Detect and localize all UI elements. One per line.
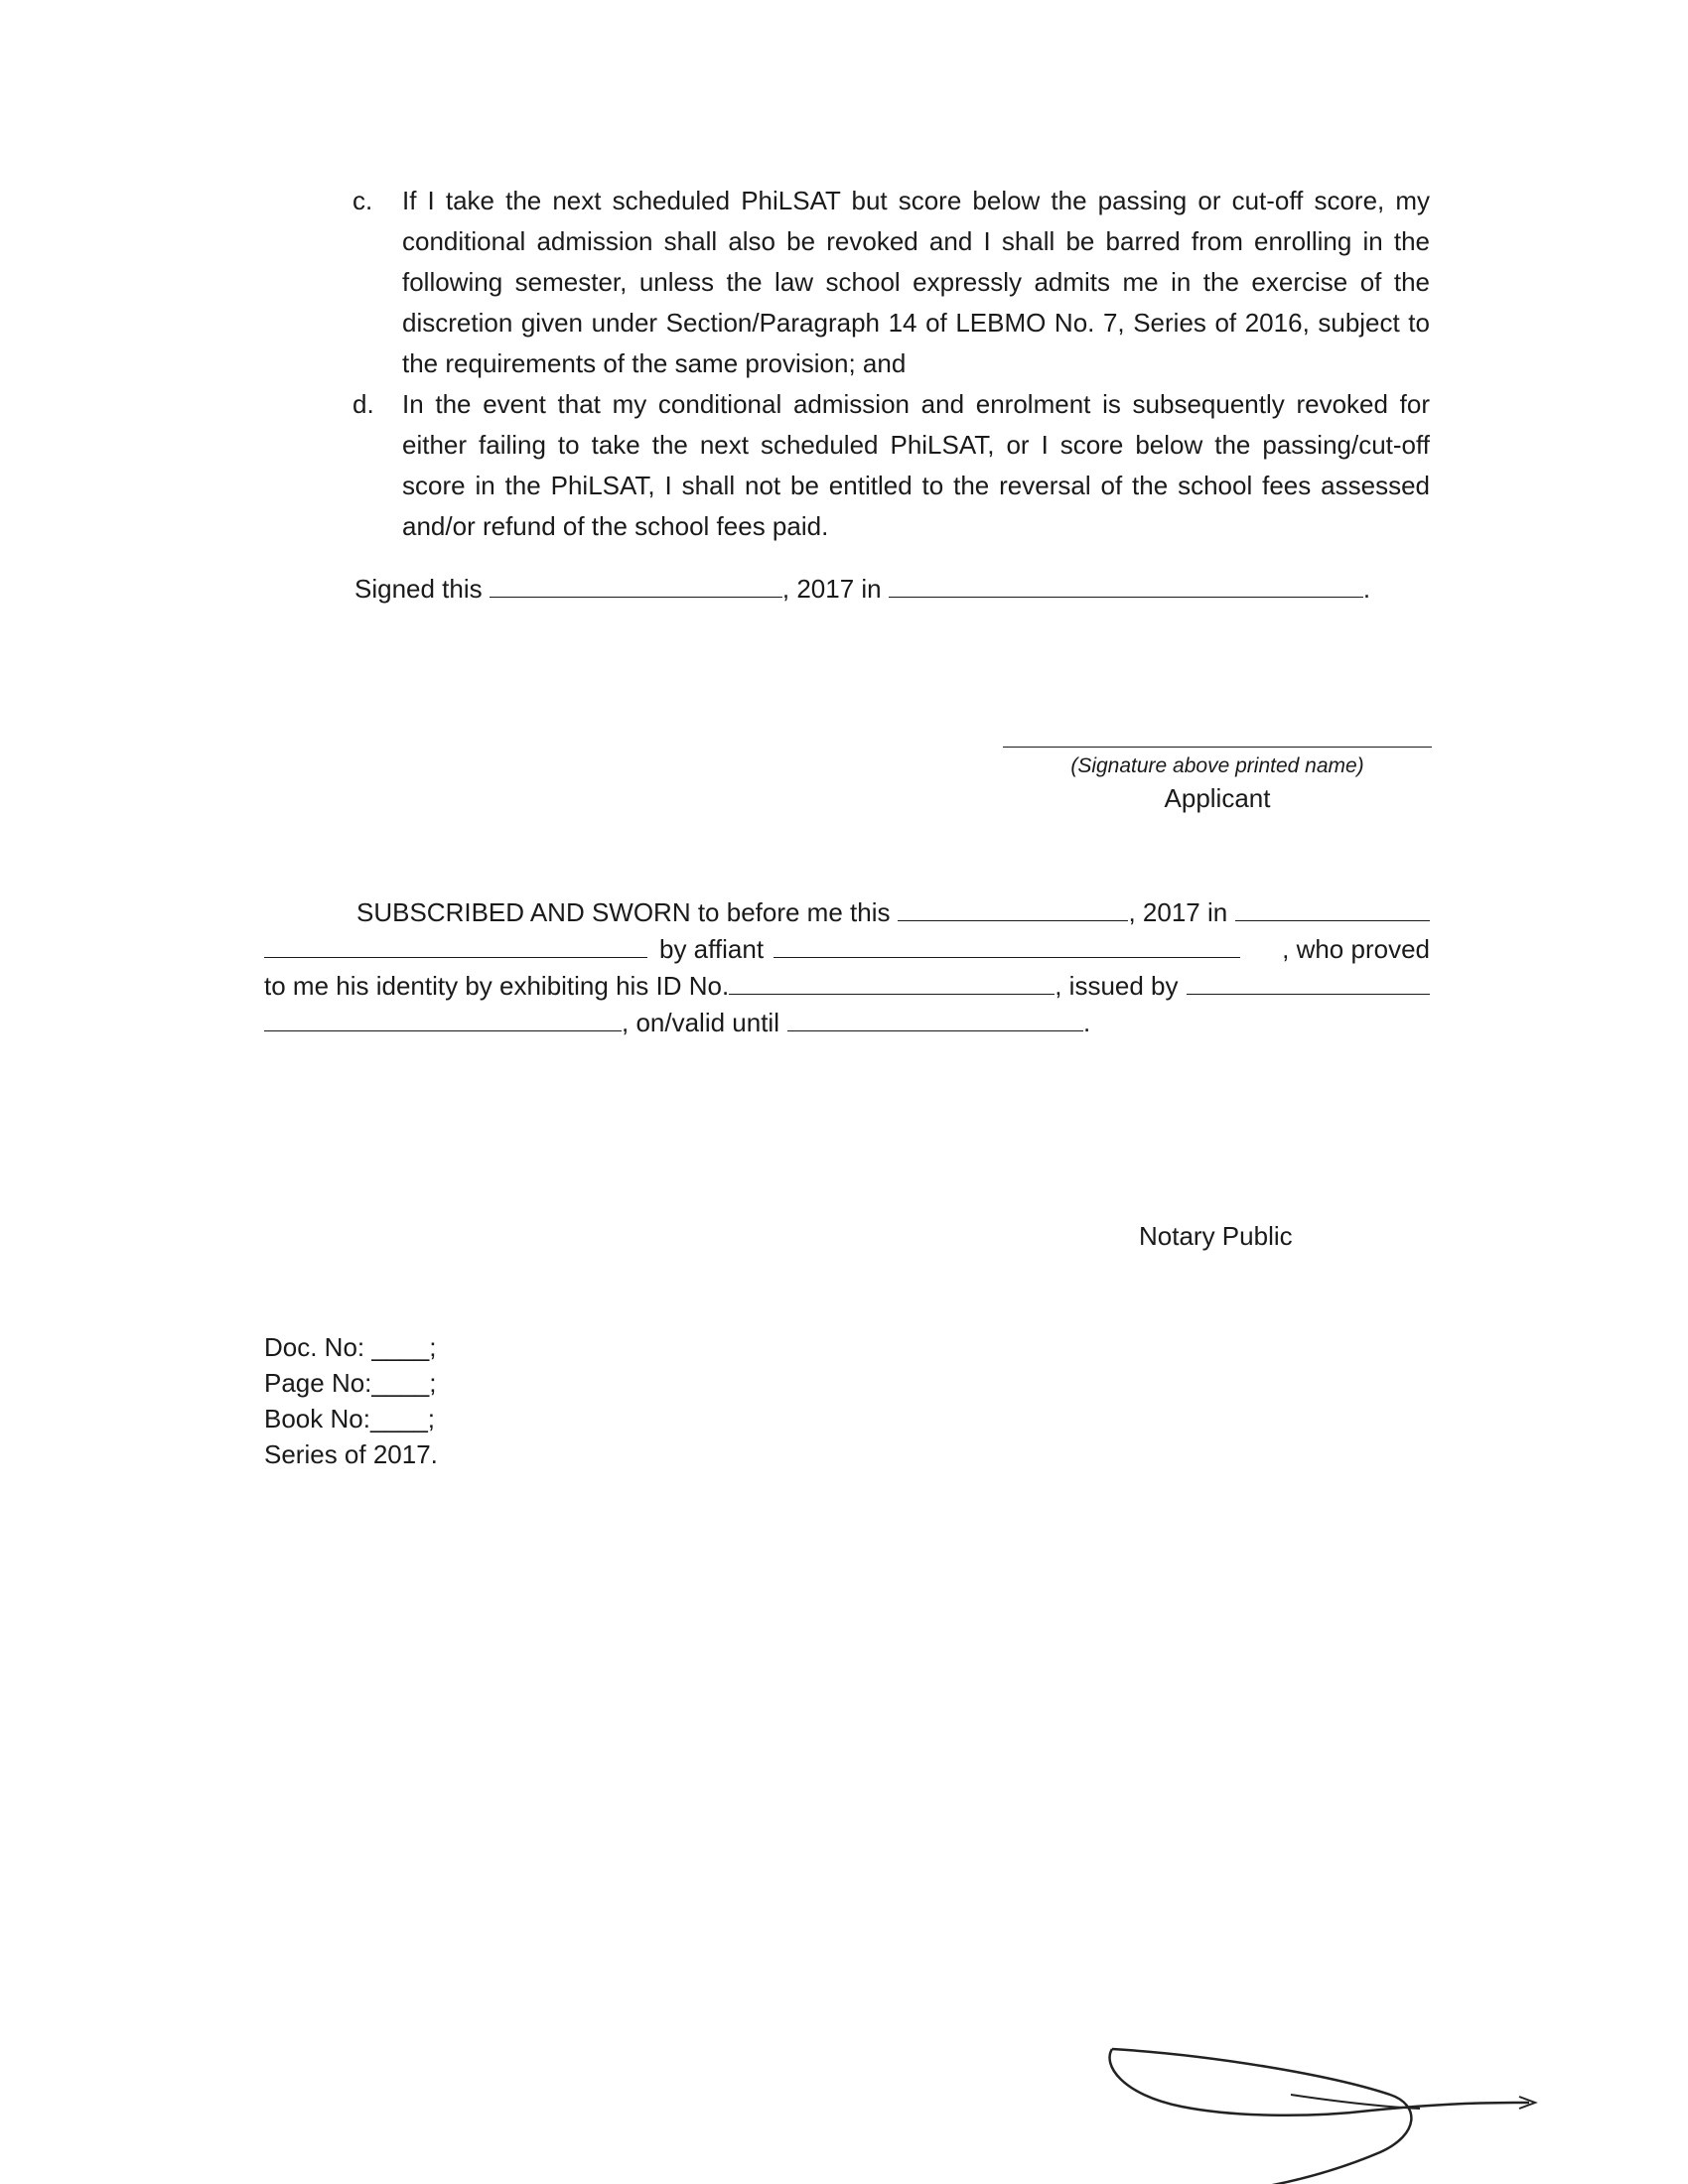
affiant-name-blank[interactable] [774, 931, 1240, 958]
issued-by-continued-blank[interactable] [264, 1005, 622, 1031]
list-item [352, 181, 1430, 384]
jurat-text: , issued by [1055, 971, 1179, 1001]
item-letter: d. [352, 389, 374, 419]
jurat-row [264, 1005, 1430, 1041]
jurat-text: , 2017 in [1128, 897, 1228, 927]
sworn-place-blank[interactable] [1235, 894, 1430, 921]
notarial-register [264, 1329, 438, 1472]
item-letter: c. [352, 186, 373, 215]
sworn-date-blank[interactable] [898, 894, 1128, 921]
jurat-row [264, 894, 1430, 931]
signed-middle: , 2017 in [781, 574, 882, 604]
signed-prefix: Signed this [354, 574, 483, 604]
signed-suffix: . [1362, 574, 1371, 604]
jurat-text: SUBSCRIBED AND SWORN to before me this [356, 897, 891, 927]
jurat-text: . [1082, 1008, 1091, 1037]
series-year: Series of 2017. [264, 1439, 438, 1469]
sworn-place-continued-blank[interactable] [264, 931, 647, 958]
jurat [264, 894, 1430, 1041]
jurat-row [264, 968, 1430, 1005]
list-item [352, 384, 1430, 547]
valid-until-blank[interactable] [787, 1005, 1083, 1031]
conditions-list [352, 181, 1430, 547]
book-number: Book No:____; [264, 1404, 436, 1433]
jurat-text: , on/valid until [622, 1008, 779, 1037]
jurat-text: to me his identity by exhibiting his ID No. [264, 971, 730, 1001]
signed-line [354, 569, 1370, 610]
issued-by-blank[interactable] [1187, 968, 1430, 995]
item-text: In the event that my conditional admission and enrolment is subsequently revoked for either failing to take the next scheduled PhiLSAT, or I score below the passing/cut-off score in the PhiLSAT, I shall not be entitled to the reversal of the school fees assessed and/or refund of the school fees paid. [402, 389, 1430, 541]
id-number-blank[interactable] [729, 968, 1055, 995]
page-number: Page No:____; [264, 1368, 437, 1398]
date-blank[interactable] [490, 571, 782, 598]
signature-line[interactable] [1003, 747, 1432, 748]
jurat-row [264, 931, 1430, 968]
jurat-text: , who proved [1282, 934, 1430, 964]
notary-public-label: Notary Public [1139, 1221, 1293, 1251]
place-blank[interactable] [889, 571, 1363, 598]
handwritten-signature [1092, 2025, 1589, 2184]
applicant-signature-block [1003, 747, 1432, 817]
signature-role: Applicant [1164, 783, 1271, 813]
item-text: If I take the next scheduled PhiLSAT but score below the passing or cut-off score, my conditional admission shall also be revoked and I shall be barred from enrolling in the following semester, unless the law school expressly admits me in the exercise of the discretion given under Section/Paragraph 14 of LEBMO No. 7, Series of 2016, subject to the requirements of the same provision; and [402, 186, 1430, 378]
doc-number: Doc. No: ____; [264, 1332, 437, 1362]
jurat-text: by affiant [659, 934, 765, 964]
signature-caption: (Signature above printed name) [1070, 754, 1364, 777]
